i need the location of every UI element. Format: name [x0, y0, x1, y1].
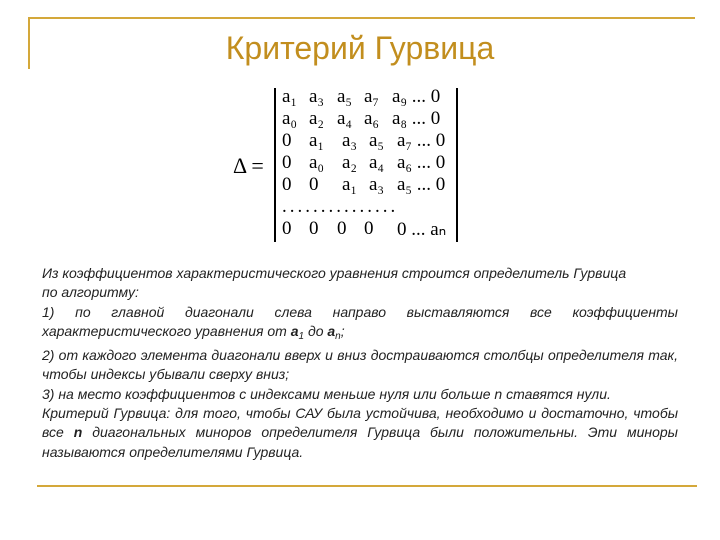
matrix-cell: a₄ — [337, 108, 353, 129]
matrix-cell: 0 — [282, 152, 292, 173]
matrix-cell: a₀ — [282, 108, 298, 129]
matrix-cell: a₅ — [337, 86, 353, 107]
criterion-text-b: диагональных миноров определителя Гурвица были положительны. Эти миноры называются — [42, 424, 678, 460]
frame-top-line — [28, 17, 695, 19]
matrix-cell: 0 — [364, 218, 374, 239]
slide-title: Критерий Гурвица — [225, 30, 495, 66]
determinant-bar-left — [274, 88, 276, 242]
criterion-label: Критерий Гурвица — [42, 405, 167, 422]
matrix-cell: a₅ — [369, 130, 385, 151]
step-1-from: а — [290, 322, 299, 339]
step-1-from-sub: 1 — [298, 330, 305, 342]
matrix-cell: a₅ ... 0 — [397, 174, 446, 195]
step-1 — [20, 303, 678, 347]
criterion-text-a: : для того, чтобы САУ была устойчива, необходимо и достаточно, чтобы все — [42, 405, 679, 441]
matrix-dots: ............... — [282, 196, 399, 217]
matrix-cell: a₂ — [309, 108, 325, 129]
matrix-cell: a₁ — [342, 174, 358, 195]
step-1-to-sub: n — [335, 330, 341, 342]
matrix-cell: a₇ ... 0 — [397, 130, 446, 151]
step-1-to: а — [327, 322, 336, 339]
criterion-paragraph — [20, 404, 678, 462]
matrix-cell: 0 — [282, 174, 292, 195]
matrix-cell: 0 — [282, 218, 292, 239]
body-text — [20, 264, 678, 462]
matrix-cell: a₇ — [364, 86, 380, 107]
step-1-mid: до — [304, 322, 328, 339]
determinant-bar-right — [456, 88, 458, 242]
matrix-cell: a₈ ... 0 — [392, 108, 441, 129]
step-1-text: 1) по главной диагонали слева направо выставляются все коэффициенты характеристического уравнения от — [42, 303, 678, 339]
criterion-term: определителями Гурвица — [129, 443, 300, 460]
matrix-cell: a₀ — [309, 152, 325, 173]
step-1-end: ; — [340, 322, 345, 339]
criterion-end: . — [299, 443, 304, 460]
matrix-cell: a₄ — [369, 152, 385, 173]
matrix-cell: 0 — [337, 218, 347, 239]
matrix-cell: a₆ — [364, 108, 380, 129]
intro-line-1: Из коэффициентов характеристического уравнения строится определитель Гурвица — [42, 265, 627, 281]
matrix-cell: a₉ ... 0 — [392, 86, 441, 107]
criterion-n: n — [73, 424, 83, 441]
matrix-cell: 0 ... aₙ — [397, 219, 447, 240]
delta-label: Δ = — [233, 153, 264, 178]
matrix-cell: a₃ — [309, 86, 325, 107]
step-2: 2) от каждого элемента диагонали вверх и вниз достраиваются столбцы определителя так, чтобы индексы убывали сверху вниз; — [42, 347, 678, 383]
matrix-cell: 0 — [309, 218, 319, 239]
intro-line-2: по алгоритму: — [42, 284, 139, 301]
matrix-cell: 0 — [309, 174, 319, 195]
matrix-cell: a₁ — [309, 130, 325, 151]
matrix-cell: a₆ ... 0 — [397, 152, 446, 173]
step-3: 3) на место коэффициентов с индексами меньше нуля или больше n ставятся нули. — [42, 385, 611, 402]
matrix-cell: a₃ — [369, 174, 385, 195]
matrix-cell: a₂ — [342, 152, 358, 173]
matrix-cell: a₁ — [282, 86, 298, 107]
frame-bottom-line — [37, 485, 697, 487]
matrix-cell: 0 — [282, 130, 292, 151]
matrix-cell: a₃ — [342, 130, 358, 151]
